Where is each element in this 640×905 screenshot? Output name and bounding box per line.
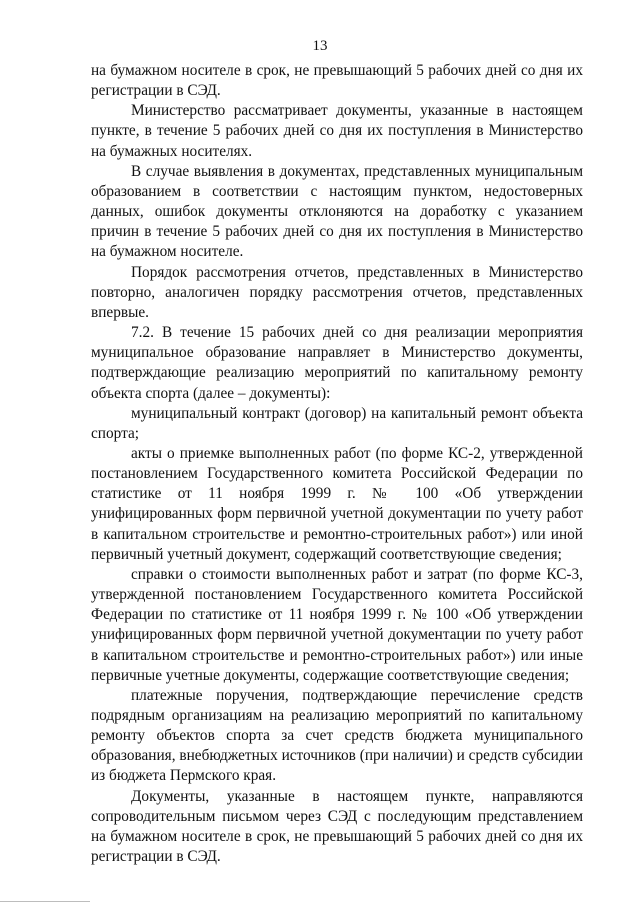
document-body [91,61,583,867]
footer-scan-mark [0,899,640,905]
list-item-ks3-certificates: справки о стоимости выполненных работ и затрат (по форме КС-3, утвержденной постановлением Государственного комитета Российской Федерации по статистике от 11 ноября 1999 г. № 100 «Об утверждении унифицированных форм первичной учетной документации по учету работ в капитальном строительстве и ремонтно-строительных работ») или иные первичные учетные документы, содержащие соответствующие сведения; [91,565,583,684]
list-item-ks2-acts: акты о приемке выполненных работ (по форме КС-2, утвержденной постановлением Государственного комитета Российской Федерации по статистике от 11 ноября 1999 г. № 100 «Об утверждении унифицированных форм первичной учетной документации по учету работ в капитальном строительстве и ремонтно-строительных работ») или иной первичный учетный документ, содержащий соответствующие сведения; [91,444,583,563]
paragraph-section-7-2: 7.2. В течение 15 рабочих дней со дня реализации мероприятия муниципальное образование направляет в Министерство документы, подтверждающие реализацию мероприятий по капитальному ремонту объекта спорта (далее – документы): [91,324,583,402]
paragraph-repeat-review: Порядок рассмотрения отчетов, представленных в Министерство повторно, аналогичен порядку рассмотрения отчетов, представленных впервые. [91,263,583,321]
footer-divider [0,901,90,902]
paragraph-ministry-review: Министерство рассматривает документы, указанные в настоящем пункте, в течение 5 рабочих дней со дня их поступления в Министерство на бумажных носителях. [91,102,583,160]
list-item-contract: муниципальный контракт (договор) на капитальный ремонт объекта спорта; [91,404,583,442]
paragraph-documents-submission: Документы, указанные в настоящем пункте, направляются сопроводительным письмом через СЭД с последующим представлением на бумажном носителе в срок, не превышающий 5 рабочих дней со дня их регистрации в СЭД. [91,787,583,866]
list-item-payment-orders: платежные поручения, подтверждающие перечисление средств подрядным организациям на реализацию мероприятий по капитальному ремонту объектов спорта за счет средств бюджета муниципального образования, внебюджетных источников (при наличии) и средств субсидии из бюджета Пермского края. [91,686,583,785]
paragraph-rejection: В случае выявления в документах, представленных муниципальным образованием в соответствии с настоящим пунктом, недостоверных данных, ошибок документы отклоняются на доработку с указанием причин в течение 5 рабочих дней со дня их поступления в Министерство на бумажном носителе. [91,162,583,261]
page-number: 13 [312,38,328,54]
paragraph-continuation: на бумажном носителе в срок, не превышающий 5 рабочих дней со дня их регистрации в СЭД. [91,62,583,100]
